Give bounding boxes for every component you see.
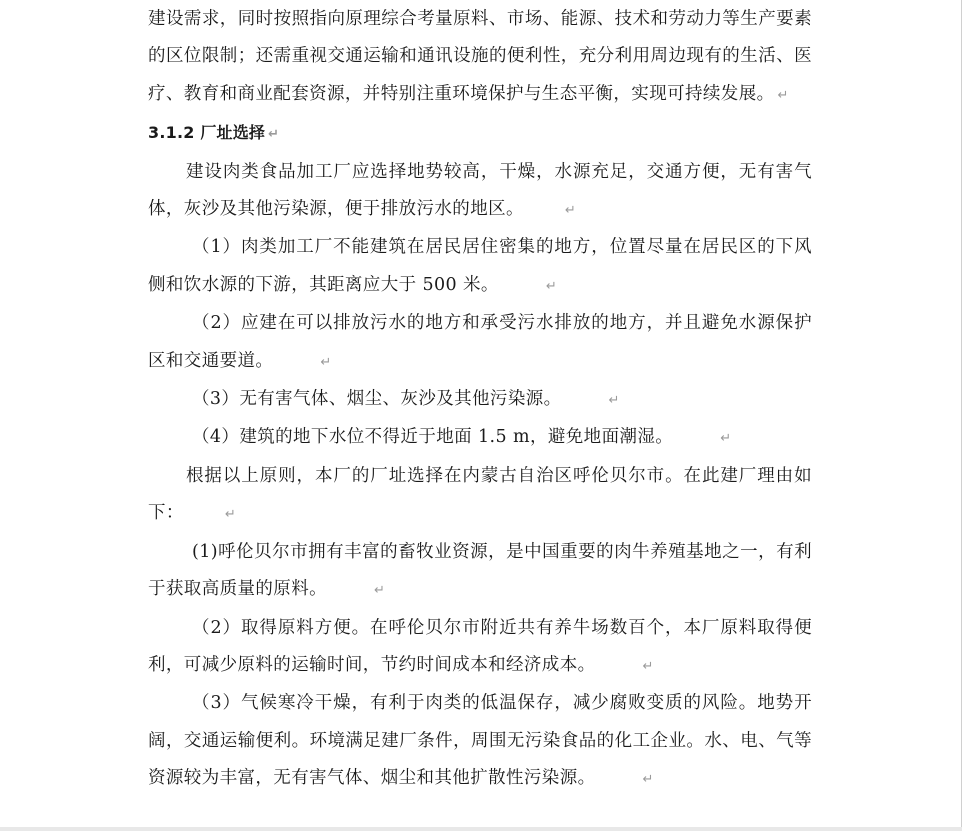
paragraph-mark-icon: ↵: [545, 278, 557, 294]
paragraph-mark-icon: ↵: [224, 507, 236, 523]
paragraph-mark-icon: ↵: [564, 203, 576, 219]
requirement-text: （4）建筑的地下水位不得近于地面 1.5 m，避免地面潮湿。: [192, 427, 674, 448]
conclusion-paragraph: [148, 458, 812, 534]
section-heading-text: 3.1.2 厂址选择: [148, 123, 266, 143]
requirement-item: [148, 381, 812, 419]
reason-text: (1)呼伦贝尔市拥有丰富的畜牧业资源，是中国重要的肉牛养殖基地之一，有利于获取高质量的原料。: [148, 541, 812, 600]
page-bottom-edge: [0, 827, 962, 831]
requirement-item: [148, 229, 812, 305]
requirement-item: [148, 419, 812, 457]
paragraph-mark-icon: ↵: [720, 431, 732, 447]
section-heading: [148, 114, 812, 153]
reason-text: （3）气候寒冷干燥，有利于肉类的低温保存，减少腐败变质的风险。地势开阔，交通运输便利。环境满足建厂条件，周围无污染食品的化工企业。水、电、气等资源较为丰富，无有害气体、烟尘和其他扩散性污染源。: [148, 693, 812, 789]
paragraph-mark-icon: ↵: [374, 583, 385, 599]
paragraph-mark-icon: ↵: [642, 658, 654, 674]
intro-paragraph: [148, 1, 812, 114]
requirement-text: （3）无有害气体、烟尘、灰沙及其他污染源。: [192, 389, 562, 410]
intro-text: 建设需求，同时按照指向原理综合考量原料、市场、能源、技术和劳动力等生产要素的区位限制；还需重视交通运输和通讯设施的便利性，充分利用周边现有的生活、医疗、教育和商业配套资源，并特别注重环境保护与生态平衡，实现可持续发展。: [148, 9, 812, 104]
document-body: [148, 0, 812, 799]
conclusion-text: 根据以上原则，本厂的厂址选择在内蒙古自治区呼伦贝尔市。在此建厂理由如下：: [148, 465, 812, 524]
requirement-text: （2）应建在可以排放污水的地方和承受污水排放的地方，并且避免水源保护区和交通要道。: [148, 313, 812, 371]
principle-text: 建设肉类食品加工厂应选择地势较高，干燥，水源充足，交通方便，无有害气体，灰沙及其他污染源，便于排放污水的地区。: [148, 161, 812, 220]
paragraph-mark-icon: ↵: [777, 87, 789, 103]
paragraph-mark-icon: ↵: [320, 354, 332, 370]
reason-text: （2）取得原料方便。在呼伦贝尔市附近共有养牛场数百个，本厂原料取得便利，可减少原料的运输时间，节约时间成本和经济成本。: [148, 617, 812, 675]
requirement-text: （1）肉类加工厂不能建筑在居民居住密集的地方，位置尽量在居民区的下风侧和饮水源的下游，其距离应大于 500 米。: [148, 237, 812, 295]
paragraph-mark-icon: ↵: [642, 772, 654, 788]
reason-item: [148, 534, 812, 610]
paragraph-mark-icon: ↵: [608, 393, 620, 409]
reason-item: [148, 685, 812, 798]
requirement-item: [148, 305, 812, 381]
paragraph-mark-icon: ↵: [268, 127, 280, 143]
reason-item: [148, 610, 812, 686]
principle-paragraph: [148, 154, 812, 230]
